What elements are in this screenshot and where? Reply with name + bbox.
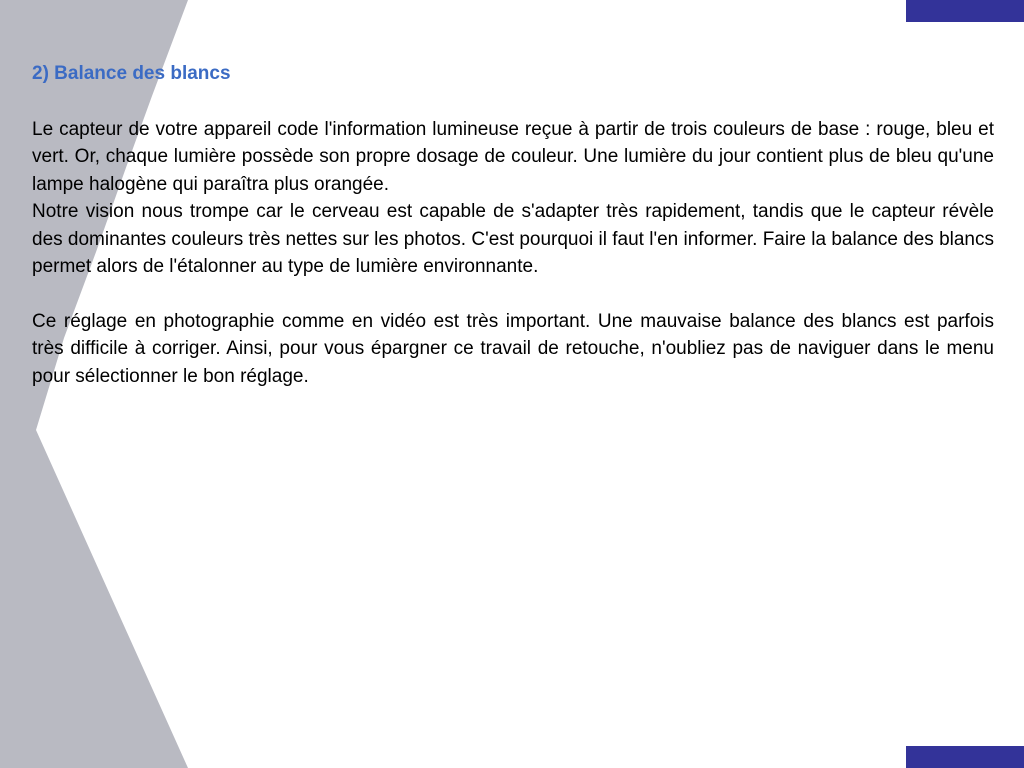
bottom-right-accent-bar <box>906 746 1024 768</box>
paragraph-spacer <box>32 281 994 308</box>
slide-content <box>32 60 994 390</box>
paragraph-vision: Notre vision nous trompe car le cerveau est capable de s'adapter très rapidement, tandis que le capteur révèle des dominantes couleurs très nettes sur les photos. C'est pourquoi il faut l'en informer. Faire la balance des blancs permet alors de l'étalonner au type de lumière environnante. <box>32 201 994 277</box>
paragraph-importance: Ce réglage en photographie comme en vidéo est très important. Une mauvaise balance des blancs est parfois très difficile à corriger. Ainsi, pour vous épargner ce travail de retouche, n'oubliez pas de naviguer dans le menu pour sélectionner le bon réglage. <box>32 310 994 387</box>
section-heading: 2) Balance des blancs <box>32 63 231 84</box>
top-right-accent-bar <box>906 0 1024 22</box>
paragraph-sensor: Le capteur de votre appareil code l'information lumineuse reçue à partir de trois couleurs de base : rouge, bleu et vert. Or, chaque lumière possède son propre dosage de couleur. Une lumière du jour contient plus de bleu qu'une lampe halogène qui paraîtra plus orangée. <box>32 118 994 195</box>
